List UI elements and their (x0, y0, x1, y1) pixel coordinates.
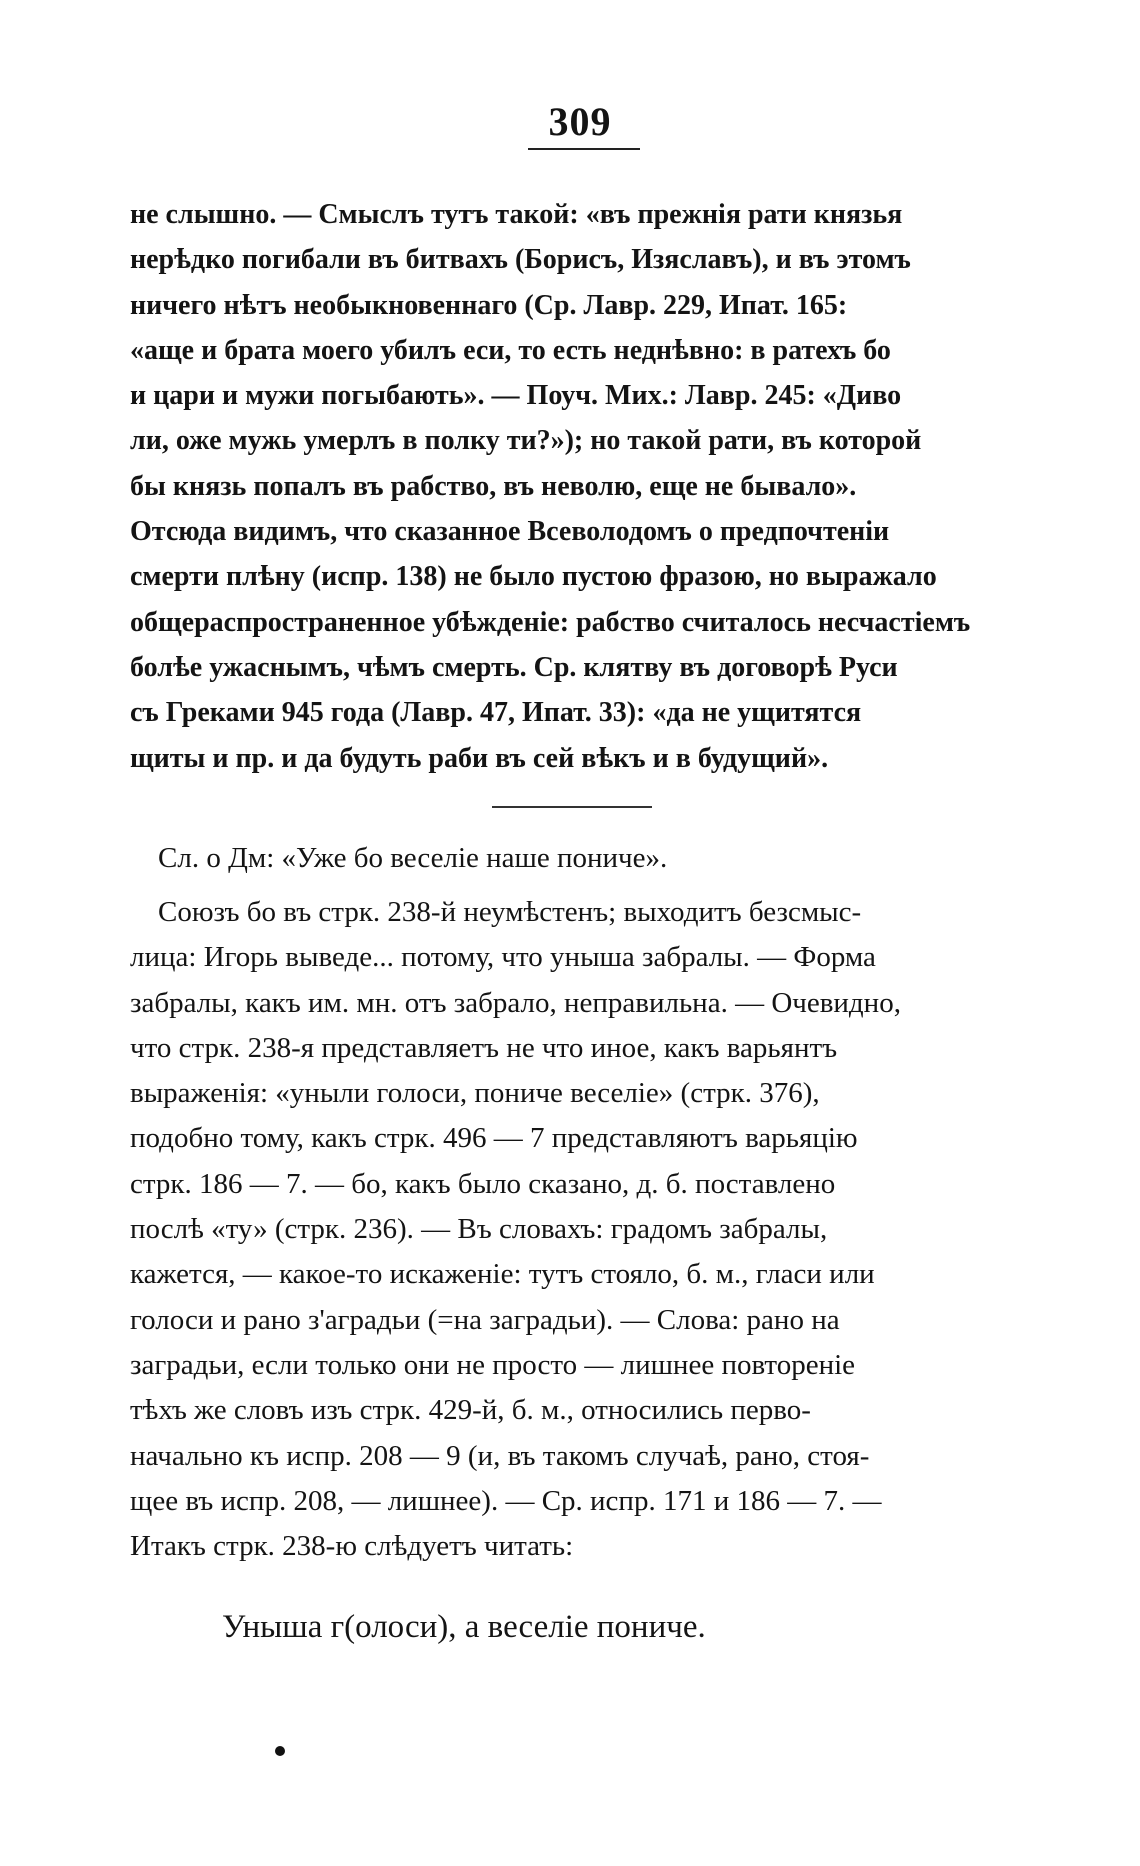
section-divider (492, 806, 652, 808)
section-heading: Сл. о Дм: «Уже бо веселіе наше пониче». (158, 842, 668, 874)
text-line: нерѣдко погибали въ битвахъ (Борисъ, Изяславъ), и въ этомъ (130, 244, 911, 276)
text-line: кажется, — какое-то искаженіе: тутъ стояло, б. м., гласи или (130, 1258, 875, 1291)
text-line: Союзъ бо въ стрк. 238-й неумѣстенъ; выходитъ безсмыс- (158, 896, 862, 928)
text-line: съ Греками 945 года (Лавр. 47, Ипат. 33): «да не ущитятся (130, 697, 862, 729)
text-line: и цари и мужи погыбають». — Поуч. Мих.: Лавр. 245: «Диво (130, 380, 902, 412)
paragraph-analysis (130, 890, 1000, 1569)
page-number: 309 (548, 99, 612, 144)
text-line: не слышно. — Смыслъ тутъ такой: «въ прежнія рати князья (130, 199, 903, 230)
text-line: тѣхъ же словъ изъ стрк. 429-й, б. м., относились перво- (130, 1394, 811, 1427)
text-line: щиты и пр. и да будуть раби въ сей вѣкъ и в будущий». (130, 742, 829, 774)
text-line: Итакъ стрк. 238-ю слѣдуетъ читать: (130, 1530, 574, 1563)
text-line: болѣе ужаснымъ, чѣмъ смерть. Ср. клятву въ договорѣ Руси (130, 651, 898, 683)
text-line: смерти плѣну (испр. 138) не было пустою фразою, но выражало (130, 561, 937, 593)
text-line: бы князь попалъ въ рабство, въ неволю, еще не бывало». (130, 470, 857, 502)
text-line: начально къ испр. 208 — 9 (и, въ такомъ случаѣ, рано, стоя- (130, 1439, 870, 1472)
text-line: голоси и рано з'аградьи (=на заградьи). — Слова: рано на (130, 1303, 840, 1336)
bullet-mark (275, 1746, 285, 1756)
text-line: заградьи, если только они не просто — лишнее повтореніе (130, 1348, 856, 1381)
text-line: подобно тому, какъ стрк. 496 — 7 представляютъ варьяцію (130, 1122, 858, 1155)
text-line: «аще и брата моего убилъ еси, то есть неднѣвно: в ратехъ бо (130, 334, 891, 366)
text-line: лица: Игорь выведе... потому, что уныша забралы. — Форма (130, 941, 876, 974)
text-line: стрк. 186 — 7. — бо, какъ было сказано, д. б. поставлено (130, 1167, 836, 1200)
text-line: Отсюда видимъ, что сказанное Всеволодомъ о предпочтеніи (130, 516, 890, 548)
text-line: ничего нѣтъ необыкновеннаго (Ср. Лавр. 229, Ипат. 165: (130, 289, 848, 321)
text-line: выраженія: «уныли голоси, пониче веселіе» (стрк. 376), (130, 1077, 820, 1110)
paragraph-commentary (130, 192, 1000, 781)
corrected-reading: Уныша г(олоси), а веселіе пониче. (222, 1609, 706, 1645)
text-line: общераспространенное убѣжденіе: рабство считалось несчастіемъ (130, 606, 971, 638)
text-line: что стрк. 238-я представляетъ не что иное, какъ варьянтъ (130, 1031, 838, 1064)
text-line: забралы, какъ им. мн. отъ забрало, неправильна. — Очевидно, (130, 986, 901, 1019)
text-line: послѣ «ту» (стрк. 236). — Въ словахъ: градомъ забралы, (130, 1213, 828, 1246)
text-line: щее въ испр. 208, — лишнее). — Ср. испр. 171 и 186 — 7. — (130, 1484, 882, 1517)
header-rule (528, 148, 640, 150)
text-line: ли, оже мужь умерлъ в полку ти?»); но такой рати, въ которой (130, 425, 922, 457)
